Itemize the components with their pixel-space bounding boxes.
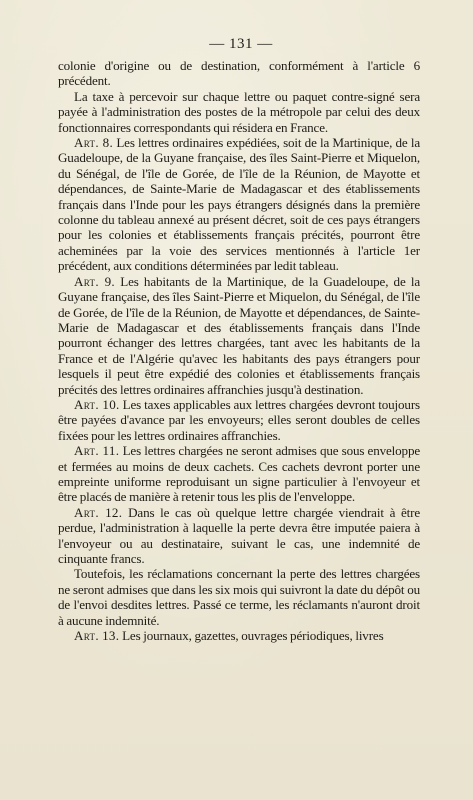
paragraph-text: Toutefois, les réclamations concernant la perte des lettres chargées ne seront admises que dans les six mois qui suivront la date du dépôt ou de l'envoi desdites lettres. Passé ce terme, les réclamants n'auront droit à aucune indemnité. (58, 566, 420, 628)
article-label: Art. 10. (74, 396, 120, 412)
paragraph-text: La taxe à percevoir sur chaque lettre ou paquet contre-signé sera payée à l'administration des postes de la métropole par celui des deux fonctionnaires correspondants qui résidera en France. (58, 88, 420, 135)
article-10 (58, 397, 420, 443)
article-label: Art. 8. (74, 135, 114, 151)
article-text: Les lettres ordinaires expédiées, soit de la Martinique, de la Guadeloupe, de la Guyane française, des îles Saint-Pierre et Miquelon, du Sénégal, de l'île de Gorée, de l'île de la Réunion, de Mayotte et dépendances, de Sainte-Marie de Madagascar et des établissements français dans l'Inde pour les pays étrangers désignés dans la première colonne du tableau annexé au présent décret, soit de ces pays étrangers pour les colonies et établissements français précités, pourront être acheminées par la voie des services mentionnés à l'article 1er précédent, aux conditions déterminées par ledit tableau. (58, 135, 420, 274)
article-text: Les journaux, gazettes, ouvrages périodiques, livres (122, 628, 384, 644)
article-8 (58, 135, 420, 274)
article-13 (58, 628, 420, 643)
article-label: Art. 11. (74, 443, 120, 459)
paragraph-reclamations (58, 566, 420, 628)
article-text: Les taxes applicables aux lettres chargées devront toujours être payées d'avance par les envoyeurs; elles seront doubles de celles fixées pour les lettres ordinaires affranchies. (58, 396, 420, 443)
paragraph-continuation (58, 58, 420, 89)
article-text: Dans le cas où quelque lettre chargée viendrait à être perdue, l'administration à laquelle la perte devra être imputée paiera à l'envoyeur ou au destinataire, suivant le cas, une indemnité de cinquante francs. (58, 504, 420, 566)
page-text (58, 58, 420, 643)
page-number: — 131 — (209, 36, 273, 52)
article-12 (58, 505, 420, 567)
article-9 (58, 274, 420, 397)
article-text: Les habitants de la Martinique, de la Guadeloupe, de la Guyane française, des îles Saint-Pierre et Miquelon, du Sénégal, de l'île de Gorée, de l'île de la Réunion, de Mayotte et dépendances, de Sainte-Marie de Madagascar et des établissements français dans l'Inde pourront échanger des lettres chargées, tant avec les habitants de la France et de l'Algérie qu'avec les habitants des pays étrangers pour lesquels il peut être expédié des colonies et établissements français précités des lettres ordinaires affranchies jusqu'à destination. (58, 273, 420, 397)
article-label: Art. 9. (74, 273, 115, 289)
article-label: Art. 12. (74, 504, 123, 520)
paragraph-tax (58, 89, 420, 135)
article-11 (58, 443, 420, 505)
article-label: Art. 13. (74, 628, 120, 644)
article-text: Les lettres chargées ne seront admises que sous enveloppe et fermées au moins de deux cachets. Ces cachets devront porter une empreinte uniforme reproduisant un signe particulier à l'envoyeur et être placés de manière à retenir tous les plis de l'enveloppe. (58, 443, 421, 505)
paragraph-text: colonie d'origine ou de destination, conformément à l'article 6 précédent. (58, 58, 420, 89)
